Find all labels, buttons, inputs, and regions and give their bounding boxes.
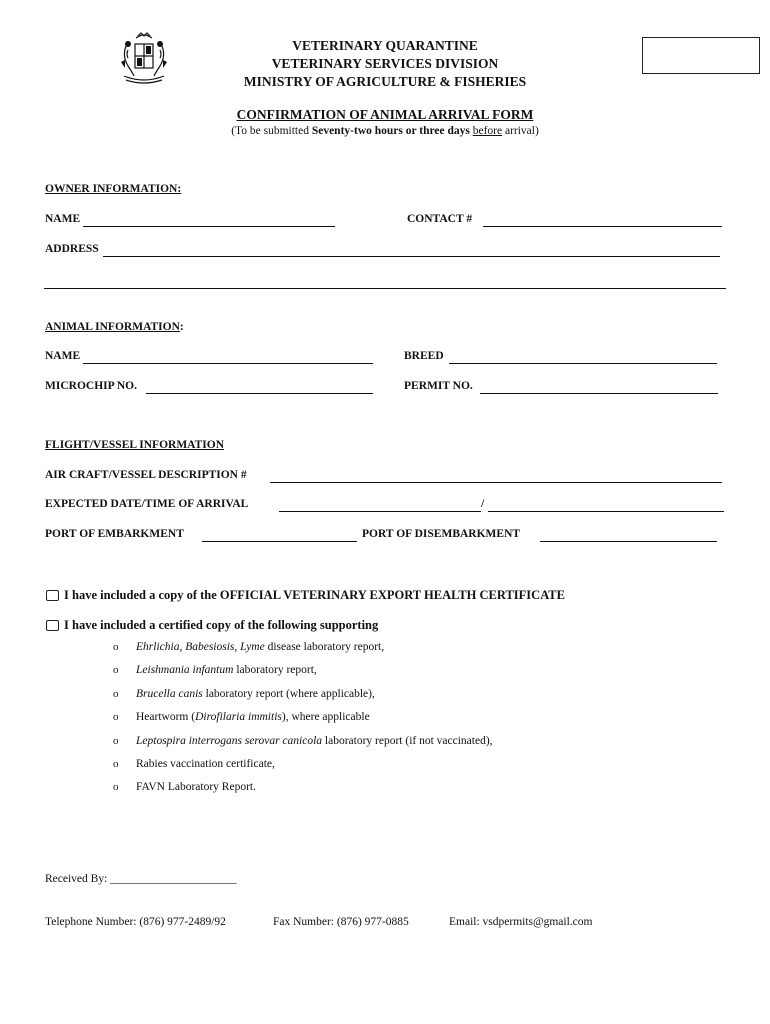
disembarkment-field[interactable] bbox=[540, 541, 717, 542]
certificate-checkbox[interactable] bbox=[46, 590, 59, 601]
permit-field[interactable] bbox=[480, 393, 718, 394]
list-bullet: o bbox=[113, 711, 119, 723]
email-address: Email: vsdpermits@gmail.com bbox=[449, 916, 593, 928]
arrival-date-field[interactable] bbox=[279, 511, 481, 512]
animal-breed-label: BREED bbox=[404, 350, 444, 362]
list-item: o Leptospira interrogans serovar canicola laboratory report (if not vaccinated), bbox=[113, 735, 493, 747]
embarkment-label: PORT OF EMBARKMENT bbox=[45, 528, 184, 540]
header-line-2: VETERINARY SERVICES DIVISION bbox=[271, 56, 499, 71]
supporting-check-label: I have included a certified copy of the following supporting bbox=[64, 618, 379, 632]
supporting-checkbox[interactable] bbox=[46, 620, 59, 631]
list-bullet: o bbox=[113, 758, 119, 770]
list-bullet: o bbox=[113, 688, 119, 700]
received-by-field[interactable]: ______________________ bbox=[110, 873, 237, 885]
list-item: o Heartworm (Dirofilaria immitis), where applicable bbox=[113, 711, 370, 723]
owner-contact-label: CONTACT # bbox=[407, 213, 473, 225]
microchip-field[interactable] bbox=[146, 393, 373, 394]
list-item: o Brucella canis laboratory report (where applicable), bbox=[113, 688, 375, 700]
embarkment-field[interactable] bbox=[202, 541, 357, 542]
received-by-row bbox=[45, 873, 237, 885]
supporting-check-row bbox=[46, 618, 378, 633]
animal-name-field[interactable] bbox=[83, 363, 373, 364]
date-time-separator: / bbox=[481, 498, 485, 510]
disembarkment-label: PORT OF DISEMBARKMENT bbox=[362, 528, 521, 540]
form-title: CONFIRMATION OF ANIMAL ARRIVAL FORM bbox=[236, 107, 534, 122]
list-bullet: o bbox=[113, 641, 119, 653]
list-item: o Leishmania infantum laboratory report, bbox=[113, 664, 317, 676]
list-bullet: o bbox=[113, 664, 119, 676]
animal-section-heading: ANIMAL INFORMATION: bbox=[45, 321, 184, 333]
list-bullet: o bbox=[113, 735, 119, 747]
flight-section-heading: FLIGHT/VESSEL INFORMATION bbox=[45, 439, 225, 451]
owner-contact-field[interactable] bbox=[483, 226, 722, 227]
certificate-check-row bbox=[46, 588, 565, 603]
animal-name-label: NAME bbox=[45, 350, 81, 362]
header-line-3: MINISTRY OF AGRICULTURE & FISHERIES bbox=[243, 74, 527, 89]
list-item: o Ehrlichia, Babesiosis, Lyme disease laboratory report, bbox=[113, 641, 385, 653]
arrival-time-field[interactable] bbox=[488, 511, 724, 512]
certificate-check-label: I have included a copy of the OFFICIAL VETERINARY EXPORT HEALTH CERTIFICATE bbox=[64, 588, 565, 602]
owner-section-heading: OWNER INFORMATION: bbox=[45, 183, 182, 195]
craft-description-label: AIR CRAFT/VESSEL DESCRIPTION # bbox=[45, 469, 247, 481]
owner-address-field[interactable] bbox=[103, 256, 720, 257]
permit-label: PERMIT NO. bbox=[404, 380, 473, 392]
owner-address-field-line-2[interactable] bbox=[44, 288, 726, 289]
list-bullet: o bbox=[113, 781, 119, 793]
owner-name-field[interactable] bbox=[83, 226, 335, 227]
received-by-label: Received By: bbox=[45, 873, 108, 885]
header-line-1: VETERINARY QUARANTINE bbox=[292, 38, 478, 53]
telephone-number: Telephone Number: (876) 977-2489/92 bbox=[45, 916, 226, 928]
form-subtitle: (To be submitted Seventy-two hours or three days before arrival) bbox=[231, 125, 539, 137]
owner-name-label: NAME bbox=[45, 213, 81, 225]
fax-number: Fax Number: (876) 977-0885 bbox=[273, 916, 409, 928]
list-item: o FAVN Laboratory Report. bbox=[113, 781, 256, 793]
animal-breed-field[interactable] bbox=[449, 363, 717, 364]
list-item: o Rabies vaccination certificate, bbox=[113, 758, 275, 770]
owner-address-label: ADDRESS bbox=[45, 243, 99, 255]
microchip-label: MICROCHIP NO. bbox=[45, 380, 137, 392]
arrival-datetime-label: EXPECTED DATE/TIME OF ARRIVAL bbox=[45, 498, 249, 510]
craft-description-field[interactable] bbox=[270, 482, 722, 483]
